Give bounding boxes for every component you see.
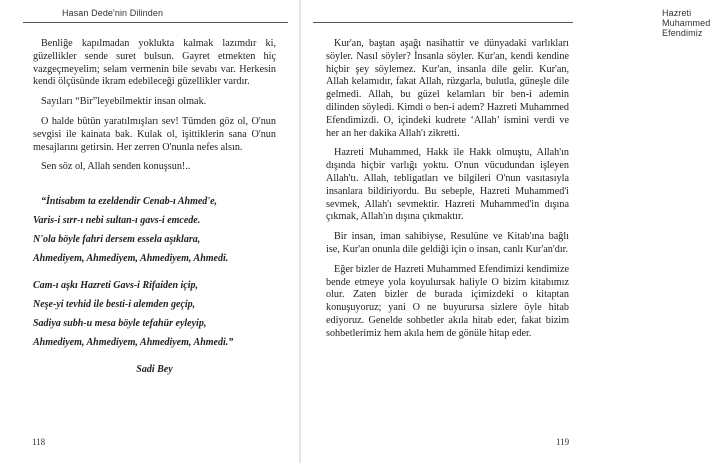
poem-stanza-1 bbox=[33, 192, 276, 268]
poem-line: Varis-i sırr-ı nebi sultan-ı gavs-i emcede. bbox=[33, 215, 201, 227]
paragraph: Bir insan, iman sahibiyse, Resulüne ve Kitab'ına bağlı ise, Kur'an onunla dile geldiği için o insan, canlı Kur'an'dır. bbox=[326, 231, 569, 255]
paragraph: Sen söz ol, Allah senden konuşsun!.. bbox=[41, 161, 191, 173]
poem-line: Neşe-yi tevhid ile besti-i alemden geçip, bbox=[33, 299, 196, 311]
poem-line: Ahmediyem, Ahmediyem, Ahmediyem, Ahmedi. bbox=[33, 253, 229, 265]
poem-line: “İntisabım ta ezeldendir Cenab-ı Ahmed'e, bbox=[41, 196, 218, 208]
header-rule-left bbox=[23, 22, 288, 23]
page-number-left: 118 bbox=[32, 437, 46, 447]
running-header-right: Hazreti Muhammed Efendimiz bbox=[662, 8, 710, 38]
paragraph: Kur'an, baştan aşağı nasihattir ve dünyadaki varlıkları söyler. Nasıl söyler? İnsanla söyler. Kur'an, kendi kendine hiçbir şey söylemez. Kur'an, insanla dile gelir. Kur'an, Allah kelamıdır, fakat Allah, rüzgarla, bulutla, güneşle dile gelmedi. Allah, bu güzel kelamları bir ben-i ademin dilinden söyledi. Kimdi o ben-i adem? Hazreti Muhammed Efendimizdi. O, içindeki kudrete ‘Allah’ ismini verdi ve her an her dakika Allah'ı zikretti. bbox=[326, 38, 569, 139]
right-page bbox=[300, 0, 710, 463]
poem-signature: Sadi Bey bbox=[136, 364, 173, 376]
poem bbox=[33, 192, 276, 379]
paragraph: Hazreti Muhammed, Hakk ile Hakk olmuştu, Allah'ın dışında hiçbir varlığı yoktu. O'nun vücudundan işleyen Allah'tı. Allah, tebligatları ve bilgileri O'nun vasıtasıyla insanlara bildiriyordu. Bu sebeple, Hazreti Muhammed'i sevmek, Allah'ı sevmektir. Hazreti Muhammed'in dışına çıkmak, Allah'ın dışına çıkmaktır. bbox=[326, 147, 569, 223]
poem-line: N'ola böyle fahri dersem essela aşıklara, bbox=[33, 234, 201, 246]
poem-line: Cam-ı aşkı Hazreti Gavs-i Rifaiden içip, bbox=[33, 280, 198, 292]
paragraph: Eğer bizler de Hazreti Muhammed Efendimizi kendimize bende etmeye yola koyulursak haliyle O bizim kitabımız olur. Zaten bizler de burada içimizdeki o kitaptan konuşuyoruz; yani O ne buyurursa sizlere öyle hitab ediyoruz. Genelde sohbetler akıla hitab eder, fakat bizim sohbetlerimiz hem akıla hem de gönüle hitap eder. bbox=[326, 263, 569, 339]
left-page-body bbox=[33, 38, 276, 379]
running-header-left: Hasan Dede'nin Dilinden bbox=[62, 8, 164, 18]
poem-line: Ahmediyem, Ahmediyem, Ahmediyem, Ahmedi.” bbox=[33, 337, 234, 349]
paragraph: Benliğe kapılmadan yoklukta kalmak lazımdır ki, güzellikler sende suret bulsun. Gayret etmekten hiç vazgeçmeyelim; selam vermenin bile sevabı var. Herkesin kendi ölçüsünde ikram edebileceği güzellikler vardır. bbox=[33, 38, 276, 88]
header-rule-right bbox=[313, 22, 573, 23]
paragraph: Sayıları “Bir”leyebilmektir insan olmak. bbox=[41, 96, 207, 108]
page-number-right: 119 bbox=[556, 437, 570, 447]
right-page-body bbox=[326, 38, 569, 348]
left-page bbox=[0, 0, 300, 463]
paragraph: O halde bütün yaratılmışları sev! Tümden göz ol, O'nun sevgisi ile kainata bak. Kulak ol, işittiklerin sana O'nun mesajlarını getirsin. Her zerren O'nunla nefes alsın. bbox=[33, 115, 276, 153]
poem-line: Sadiya subh-u mesa böyle tefahür eyleyip, bbox=[33, 318, 207, 330]
poem-stanza-2 bbox=[33, 276, 276, 352]
